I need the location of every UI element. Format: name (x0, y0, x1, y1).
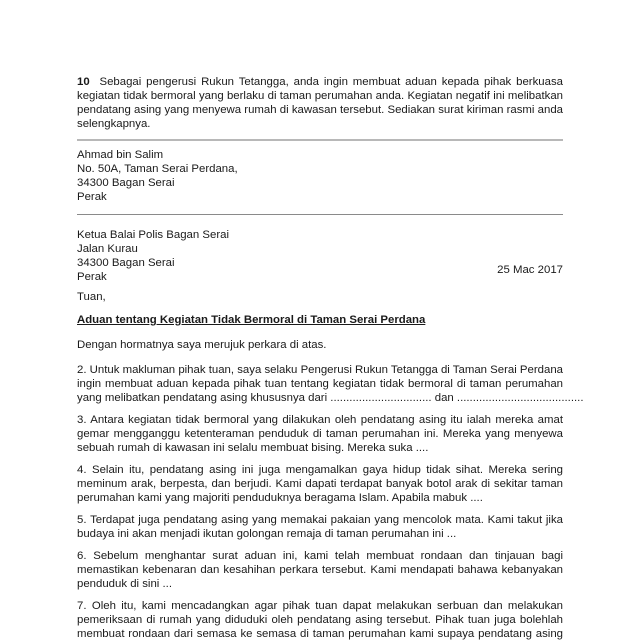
paragraph-line: memastikan kebenaran dan kesahihan perkara tersebut. Kami mendapati bahawa kebanyakan (77, 564, 563, 576)
question-block (77, 75, 563, 131)
address-line: 34300 Bagan Serai (77, 257, 175, 269)
question-number: 10 (77, 76, 90, 88)
paragraph (77, 363, 584, 405)
paragraph (77, 599, 563, 641)
letter-date: 25 Mac 2017 (497, 264, 563, 276)
paragraph-line: 3. Antara kegiatan tidak bermoral yang dilakukan oleh pendatang asing itu ialah mereka amat (77, 414, 563, 426)
divider (77, 214, 563, 215)
address-line: Perak (77, 191, 107, 203)
paragraph-line: pemeriksaan di rumah yang diduduki oleh pendatang asing tersebut. Pihak tuan juga bolehlah (77, 614, 563, 626)
opening-line: Dengan hormatnya saya merujuk perkara di atas. (77, 339, 327, 351)
address-line: No. 50A, Taman Serai Perdana, (77, 163, 238, 175)
paragraph-line: 5. Terdapat juga pendatang asing yang memakai pakaian yang mencolok mata. Kami takut jika (77, 514, 563, 526)
question-text: Sebagai pengerusi Rukun Tetangga, anda ingin membuat aduan kepada pihak berkuasa (99, 76, 563, 88)
paragraph-line: penduduk di sini ... (77, 578, 172, 590)
divider (77, 139, 563, 141)
question-line: selengkapnya. (77, 118, 151, 130)
subject-title: Aduan tentang Kegiatan Tidak Bermoral di Taman Serai Perdana (77, 314, 426, 326)
question-line (77, 75, 563, 89)
paragraph-line: meminum arak, berpesta, dan berjudi. Kami dapati terdapat banyak botol arak di sekitar taman (77, 478, 563, 490)
paragraph-line: sebuah rumah di kawasan ini selalu membuat bising. Mereka suka .... (77, 442, 429, 454)
recipient-address (77, 228, 563, 284)
paragraph (77, 549, 563, 591)
address-line: Ketua Balai Polis Bagan Serai (77, 229, 229, 241)
paragraph (77, 413, 563, 455)
paragraph (77, 513, 563, 541)
paragraph-line: yang melibatkan pendatang asing khususnya dari ................................ dan ........................................ (77, 392, 584, 404)
paragraph-line: 2. Untuk makluman pihak tuan, saya selaku Pengerusi Rukun Tetangga di Taman Serai Perdana (77, 364, 563, 376)
paragraph-line: budaya ini akan menjadi ikutan golongan remaja di taman perumahan ini ... (77, 528, 457, 540)
paragraph-line: gemar mengganggu ketenteraman penduduk di taman perumahan ini. Mereka yang menyewa (77, 428, 563, 440)
question-line: kegiatan tidak bermoral yang berlaku di taman perumahan anda. Kegiatan negatif ini melibatkan (77, 90, 563, 102)
address-line: 34300 Bagan Serai (77, 177, 175, 189)
sender-address (77, 148, 563, 204)
address-line: Perak (77, 271, 107, 283)
paragraph-line: membuat rondaan dari semasa ke semasa di taman perumahan kami supaya pendatang asing (77, 628, 563, 640)
address-line: Jalan Kurau (77, 243, 138, 255)
address-line: Ahmad bin Salim (77, 149, 164, 161)
paragraph-line: perumahan kami yang majoriti penduduknya beragama Islam. Apabila mabuk .... (77, 492, 483, 504)
paragraph-line: 7. Oleh itu, kami mencadangkan agar pihak tuan dapat melakukan serbuan dan melakukan (77, 600, 563, 612)
paragraph-line: ingin membuat aduan kepada pihak tuan tentang kegiatan tidak bermoral di taman perumahan (77, 378, 563, 390)
paragraph-line: 6. Sebelum menghantar surat aduan ini, kami telah membuat rondaan dan tinjauan bagi (77, 550, 563, 562)
paragraph (77, 463, 563, 505)
salutation: Tuan, (77, 291, 106, 303)
paragraph-line: 4. Selain itu, pendatang asing ini juga mengamalkan gaya hidup tidak sihat. Mereka sering (77, 464, 563, 476)
question-line: pendatang asing yang menyewa rumah di kawasan tersebut. Sediakan surat kiriman rasmi anda (77, 104, 563, 116)
